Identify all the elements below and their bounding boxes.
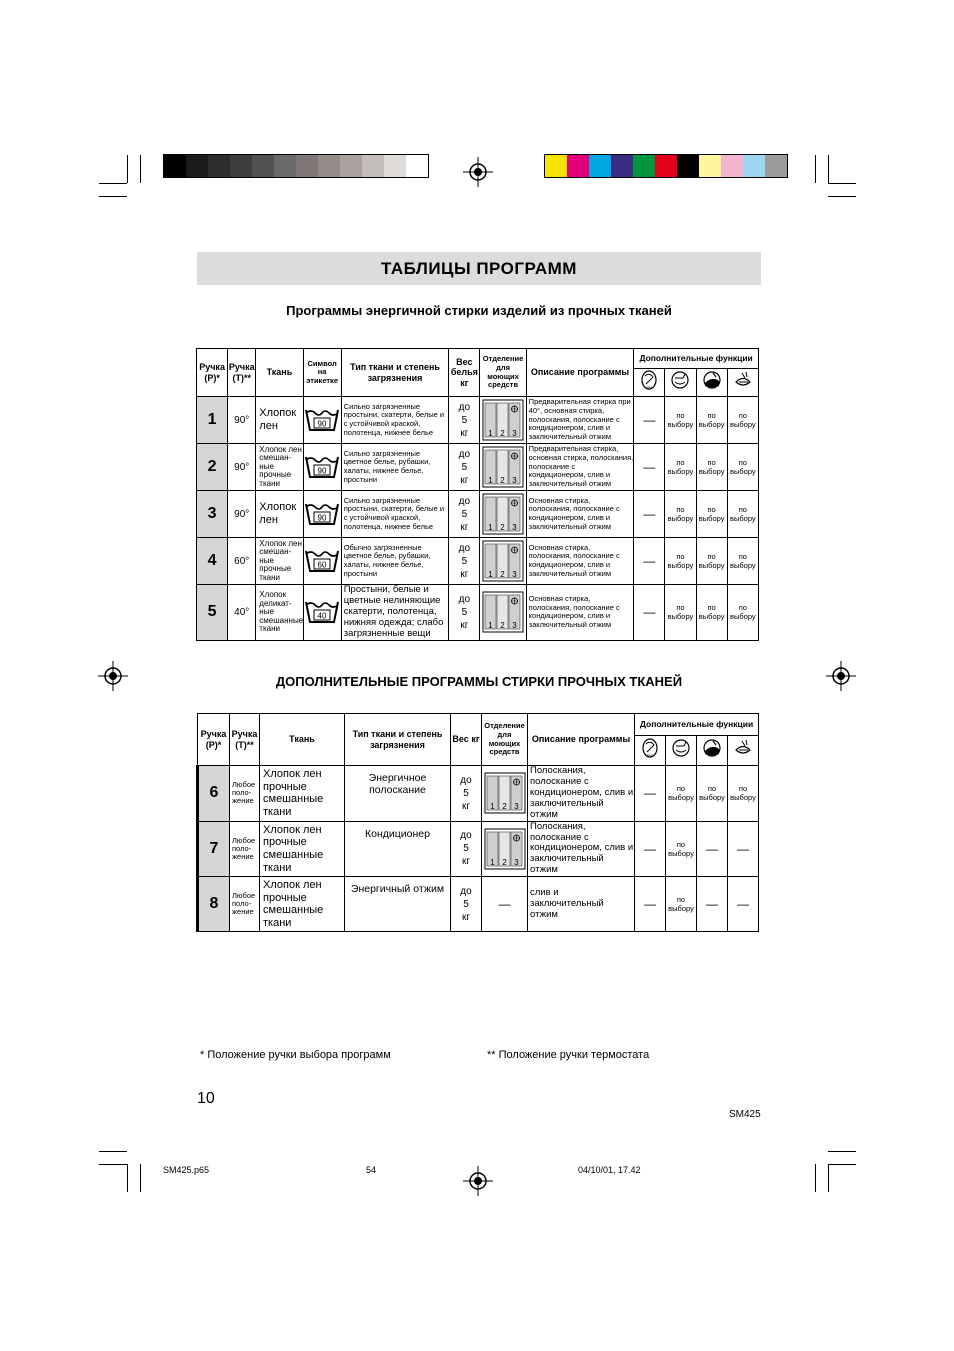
svg-text:550: 550 [646, 753, 654, 758]
program-description: Основная стирка, полоскания, полоскание с кондиционером, слив и заключительный отжим [526, 538, 634, 585]
svg-text:2: 2 [500, 570, 505, 579]
header-detergent: Отделение для моющих средств [482, 714, 528, 766]
svg-text:2: 2 [500, 621, 505, 631]
spin-reduce-icon [635, 736, 666, 766]
crop-mark [828, 155, 829, 183]
svg-text:1: 1 [489, 857, 495, 867]
program-number: 8 [198, 877, 230, 932]
temperature: 60° [228, 538, 256, 585]
svg-text:1: 1 [488, 429, 493, 438]
weight-unit: кг [461, 800, 471, 812]
program-number: 5 [197, 585, 228, 641]
svg-text:3: 3 [513, 857, 519, 867]
weight-cell [451, 821, 482, 877]
table-row [198, 821, 759, 877]
program-description: Предварительная стирка, основная стирка, полоскания, полоскание с кондиционером, слив и заключительный отжим [526, 444, 634, 491]
weight-cell [449, 491, 480, 538]
wash-symbol-icon [303, 444, 341, 491]
color-swatch [164, 155, 186, 177]
spin-reduce-icon [634, 369, 665, 397]
color-swatch [406, 155, 428, 177]
extra-function-2: по выбору [665, 397, 696, 444]
header-symbol: Символ на этикетке [303, 349, 341, 397]
weight-value: 5 [461, 508, 468, 520]
page-number: 10 [197, 1090, 215, 1107]
registration-mark-icon [826, 661, 856, 691]
weight-unit: кг [460, 427, 469, 439]
fabric: Хлопок лен прочные смешанные ткани [260, 877, 345, 932]
detergent-none: — [482, 877, 528, 932]
detergent-drawer-icon [482, 766, 528, 822]
fabric-type: Сильно загрязненные простыни, скатерти, белые и с устойчивой краской, полотенца, нижнее белье [341, 397, 449, 444]
header-knob-t: Ручка (Т)** [230, 714, 260, 766]
header-weight: Вес белья кг [449, 349, 480, 397]
svg-text:3: 3 [512, 523, 517, 532]
detergent-drawer-icon [480, 491, 526, 538]
header-description: Описание программы [526, 349, 634, 397]
svg-text:3: 3 [512, 476, 517, 485]
weight-prefix: до [458, 593, 471, 605]
detergent-drawer-icon [480, 538, 526, 585]
header-extra-functions: Дополнительные функции [635, 714, 759, 736]
extra-function-2: по выбору [665, 491, 696, 538]
svg-text:1: 1 [489, 802, 495, 812]
registration-mark-icon [98, 661, 128, 691]
crop-mark [828, 183, 856, 184]
extra-function-4: по выбору [727, 538, 758, 585]
weight-prefix: до [458, 542, 471, 554]
svg-text:90: 90 [317, 419, 327, 429]
program-description: Предварительная стирка при 40°, основная стирка, полоскания, полоскание с кондиционером, слив и заключительный отжим [526, 397, 634, 444]
extra-function-1: — [634, 491, 665, 538]
wash-symbol-icon [303, 491, 341, 538]
header-fabric-type: Тип ткани и степень загрязнения [345, 714, 451, 766]
temperature: 90° [228, 444, 256, 491]
table-row [198, 877, 759, 932]
program-description: Полоскания, полоскание с кондиционером, слив и заключительный отжим [528, 766, 635, 822]
color-swatch [545, 155, 567, 177]
extra-function-2: по выбору [665, 585, 696, 641]
fabric: Хлопок лен [256, 491, 303, 538]
crop-mark [828, 1151, 856, 1152]
program-description: Полоскания, полоскание с кондиционером, слив и заключительный отжим [528, 821, 635, 877]
color-swatch [340, 155, 362, 177]
crop-mark [127, 1164, 128, 1192]
program-number: 7 [198, 821, 230, 877]
crop-mark [99, 196, 127, 197]
knob-position: Любое поло-жение [230, 766, 260, 822]
svg-text:1: 1 [488, 476, 493, 485]
crop-mark [127, 155, 128, 183]
header-knob-p: Ручка (Р)* [197, 349, 228, 397]
color-swatch [252, 155, 274, 177]
extra-function-4: по выбору [727, 585, 758, 641]
weight-value: 5 [461, 606, 468, 618]
crop-mark [828, 196, 856, 197]
rinse-hold-icon [696, 369, 727, 397]
extra-function-1: — [634, 397, 665, 444]
svg-text:3: 3 [512, 621, 517, 631]
svg-text:3: 3 [512, 570, 517, 579]
detergent-drawer-icon [480, 397, 526, 444]
weight-value: 5 [463, 843, 469, 855]
weight-prefix: до [458, 495, 471, 507]
header-knob-p: Ручка (Р)* [198, 714, 230, 766]
slug-file: SM425.p65 [163, 1165, 210, 1175]
weight-unit: кг [461, 856, 471, 868]
color-swatch [677, 155, 699, 177]
page-title: ТАБЛИЦЫ ПРОГРАММ [197, 252, 761, 285]
weight-cell [449, 538, 480, 585]
color-swatch [384, 155, 406, 177]
color-swatch [721, 155, 743, 177]
crop-mark [99, 1151, 127, 1152]
color-swatch [362, 155, 384, 177]
easy-iron-icon [728, 736, 759, 766]
program-number: 1 [197, 397, 228, 444]
temperature: 40° [228, 585, 256, 641]
extra-function-4: по выбору [727, 491, 758, 538]
color-swatch [318, 155, 340, 177]
weight-value: 5 [461, 461, 468, 473]
temperature: 90° [228, 397, 256, 444]
extra-function-4: по выбору [727, 397, 758, 444]
fabric-type: Энергичный отжим [345, 877, 451, 932]
svg-text:3: 3 [513, 802, 519, 812]
fabric-type: Сильно загрязненные цветное белье, рубашки, халаты, нижнее белье, простыни [341, 444, 449, 491]
color-swatch [274, 155, 296, 177]
extra-function-3: — [697, 821, 728, 877]
fabric: Хлопок лен прочные смешанные ткани [260, 766, 345, 822]
header-detergent: Отделение для моющих средств [480, 349, 526, 397]
wash-symbol-icon [303, 585, 341, 641]
wash-symbol-icon [303, 538, 341, 585]
table-row [198, 766, 759, 822]
program-number: 6 [198, 766, 230, 822]
fabric-type: Энергичное полоскание [345, 766, 451, 822]
footnote-program-knob: * Положение ручки выбора программ [200, 1049, 391, 1061]
section1-title: Программы энергичной стирки изделий из прочных тканей [286, 303, 672, 318]
extra-function-2: по выбору [665, 538, 696, 585]
section2-title: ДОПОЛНИТЕЛЬНЫЕ ПРОГРАММЫ СТИРКИ ПРОЧНЫХ ТКАНЕЙ [275, 674, 683, 689]
footnote-thermostat-knob: ** Положение ручки термостата [487, 1049, 650, 1061]
fabric-type: Обычно загрязненные цветное белье, рубашки, халаты, нижнее белье, простыни [341, 538, 449, 585]
main-programs-table [196, 348, 759, 641]
extra-function-4: по выбору [728, 766, 759, 822]
crop-mark [99, 1164, 127, 1165]
weight-unit: кг [460, 474, 469, 486]
svg-text:60: 60 [317, 560, 327, 570]
extra-function-2: по выбору [666, 877, 697, 932]
color-swatch [655, 155, 677, 177]
svg-text:1: 1 [488, 570, 493, 579]
weight-value: 5 [461, 555, 468, 567]
extra-function-3: по выбору [696, 585, 727, 641]
header-description: Описание программы [528, 714, 635, 766]
svg-text:2: 2 [501, 857, 507, 867]
weight-unit: кг [460, 619, 469, 631]
weight-value: 5 [463, 898, 469, 910]
table-row [197, 491, 759, 538]
temperature: 90° [228, 491, 256, 538]
easy-iron-icon [727, 369, 758, 397]
half-load-icon [665, 369, 696, 397]
extra-function-1: — [634, 585, 665, 641]
fabric: Хлопок деликат-ные смешанные ткани [256, 585, 303, 641]
fabric-type: Сильно загрязненные простыни, скатерти, белые и с устойчивой краской, полотенца, нижнее белье [341, 491, 449, 538]
extra-function-1: — [634, 538, 665, 585]
fabric-type: Кондиционер [345, 821, 451, 877]
color-swatch [743, 155, 765, 177]
weight-prefix: до [458, 448, 471, 460]
crop-mark [140, 155, 141, 183]
crop-mark [828, 1164, 856, 1165]
table-row [197, 444, 759, 491]
extra-function-2: по выбору [666, 766, 697, 822]
weight-prefix: до [460, 830, 472, 842]
extra-function-3: по выбору [696, 491, 727, 538]
color-swatch [567, 155, 589, 177]
extra-function-4: по выбору [727, 444, 758, 491]
extra-programs-table [196, 713, 759, 932]
svg-text:2: 2 [500, 429, 505, 438]
fabric: Хлопок лен смешан-ные прочные ткани [256, 538, 303, 585]
program-number: 4 [197, 538, 228, 585]
color-swatch [208, 155, 230, 177]
fabric: Хлопок лен прочные смешанные ткани [260, 821, 345, 877]
extra-function-4: — [728, 821, 759, 877]
weight-cell [449, 585, 480, 641]
svg-text:2: 2 [500, 476, 505, 485]
detergent-drawer-icon [480, 585, 526, 641]
registration-mark-icon [463, 157, 493, 187]
weight-value: 5 [461, 414, 468, 426]
knob-position: Любое поло-жение [230, 877, 260, 932]
extra-function-4: — [728, 877, 759, 932]
extra-function-3: по выбору [696, 397, 727, 444]
grayscale-color-bar [163, 154, 429, 178]
fabric-type: Простыни, белые и цветные нелиняющие скатерти, полотенца, нижняя одежда; слабо загрязненные вещи [341, 585, 449, 641]
weight-value: 5 [463, 787, 469, 799]
knob-position: Любое поло-жение [230, 821, 260, 877]
weight-prefix: до [460, 774, 472, 786]
program-description: Основная стирка, полоскания, полоскание с кондиционером, слив и заключительный отжим [526, 491, 634, 538]
rinse-hold-icon [697, 736, 728, 766]
wash-symbol-icon [303, 397, 341, 444]
model-label: SM425 [729, 1109, 761, 1120]
weight-cell [449, 444, 480, 491]
fabric: Хлопок лен смешан-ные прочные ткани [256, 444, 303, 491]
weight-cell [451, 766, 482, 822]
header-fabric: Ткань [260, 714, 345, 766]
extra-function-3: — [697, 877, 728, 932]
half-load-icon [666, 736, 697, 766]
extra-function-2: по выбору [665, 444, 696, 491]
weight-unit: кг [460, 521, 469, 533]
slug-date: 04/10/01, 17.42 [578, 1165, 641, 1175]
extra-function-2: по выбору [666, 821, 697, 877]
svg-text:2: 2 [500, 523, 505, 532]
svg-text:90: 90 [317, 466, 327, 476]
color-swatch [589, 155, 611, 177]
crop-mark [815, 1164, 816, 1192]
weight-prefix: до [460, 885, 472, 897]
weight-unit: кг [460, 568, 469, 580]
table-row [197, 585, 759, 641]
header-fabric-type: Тип ткани и степень загрязнения [341, 349, 449, 397]
extra-function-3: по выбору [696, 444, 727, 491]
svg-text:550: 550 [645, 385, 653, 390]
registration-mark-icon [463, 1166, 493, 1196]
table-row [197, 397, 759, 444]
program-description: слив и заключительный отжим [528, 877, 635, 932]
program-number: 3 [197, 491, 228, 538]
svg-text:2: 2 [501, 802, 507, 812]
svg-text:40: 40 [317, 611, 327, 621]
extra-function-1: — [634, 444, 665, 491]
color-swatch [633, 155, 655, 177]
svg-text:90: 90 [317, 513, 327, 523]
crop-mark [140, 1164, 141, 1192]
svg-text:1: 1 [488, 621, 493, 631]
extra-function-1: — [635, 877, 666, 932]
slug-page: 54 [366, 1165, 377, 1175]
weight-cell [451, 877, 482, 932]
crop-mark [828, 1164, 829, 1192]
svg-text:1: 1 [488, 523, 493, 532]
weight-unit: кг [461, 911, 471, 923]
process-color-bar [544, 154, 788, 178]
weight-cell [449, 397, 480, 444]
color-swatch [230, 155, 252, 177]
header-knob-t: Ручка (Т)** [228, 349, 256, 397]
crop-mark [99, 183, 127, 184]
extra-function-3: по выбору [697, 766, 728, 822]
header-weight: Вес кг [451, 714, 482, 766]
program-number: 2 [197, 444, 228, 491]
svg-text:3: 3 [512, 429, 517, 438]
weight-prefix: до [458, 401, 471, 413]
fabric: Хлопок лен [256, 397, 303, 444]
table-row [197, 538, 759, 585]
header-fabric: Ткань [256, 349, 303, 397]
color-swatch [296, 155, 318, 177]
color-swatch [765, 155, 787, 177]
crop-mark [815, 155, 816, 183]
detergent-drawer-icon [480, 444, 526, 491]
color-swatch [611, 155, 633, 177]
color-swatch [186, 155, 208, 177]
program-description: Основная стирка, полоскания, полоскание с кондиционером, слив и заключительный отжим [526, 585, 634, 641]
extra-function-1: — [635, 821, 666, 877]
color-swatch [699, 155, 721, 177]
extra-function-1: — [635, 766, 666, 822]
detergent-drawer-icon [482, 821, 528, 877]
header-extra-functions: Дополнительные функции [634, 349, 759, 369]
extra-function-3: по выбору [696, 538, 727, 585]
